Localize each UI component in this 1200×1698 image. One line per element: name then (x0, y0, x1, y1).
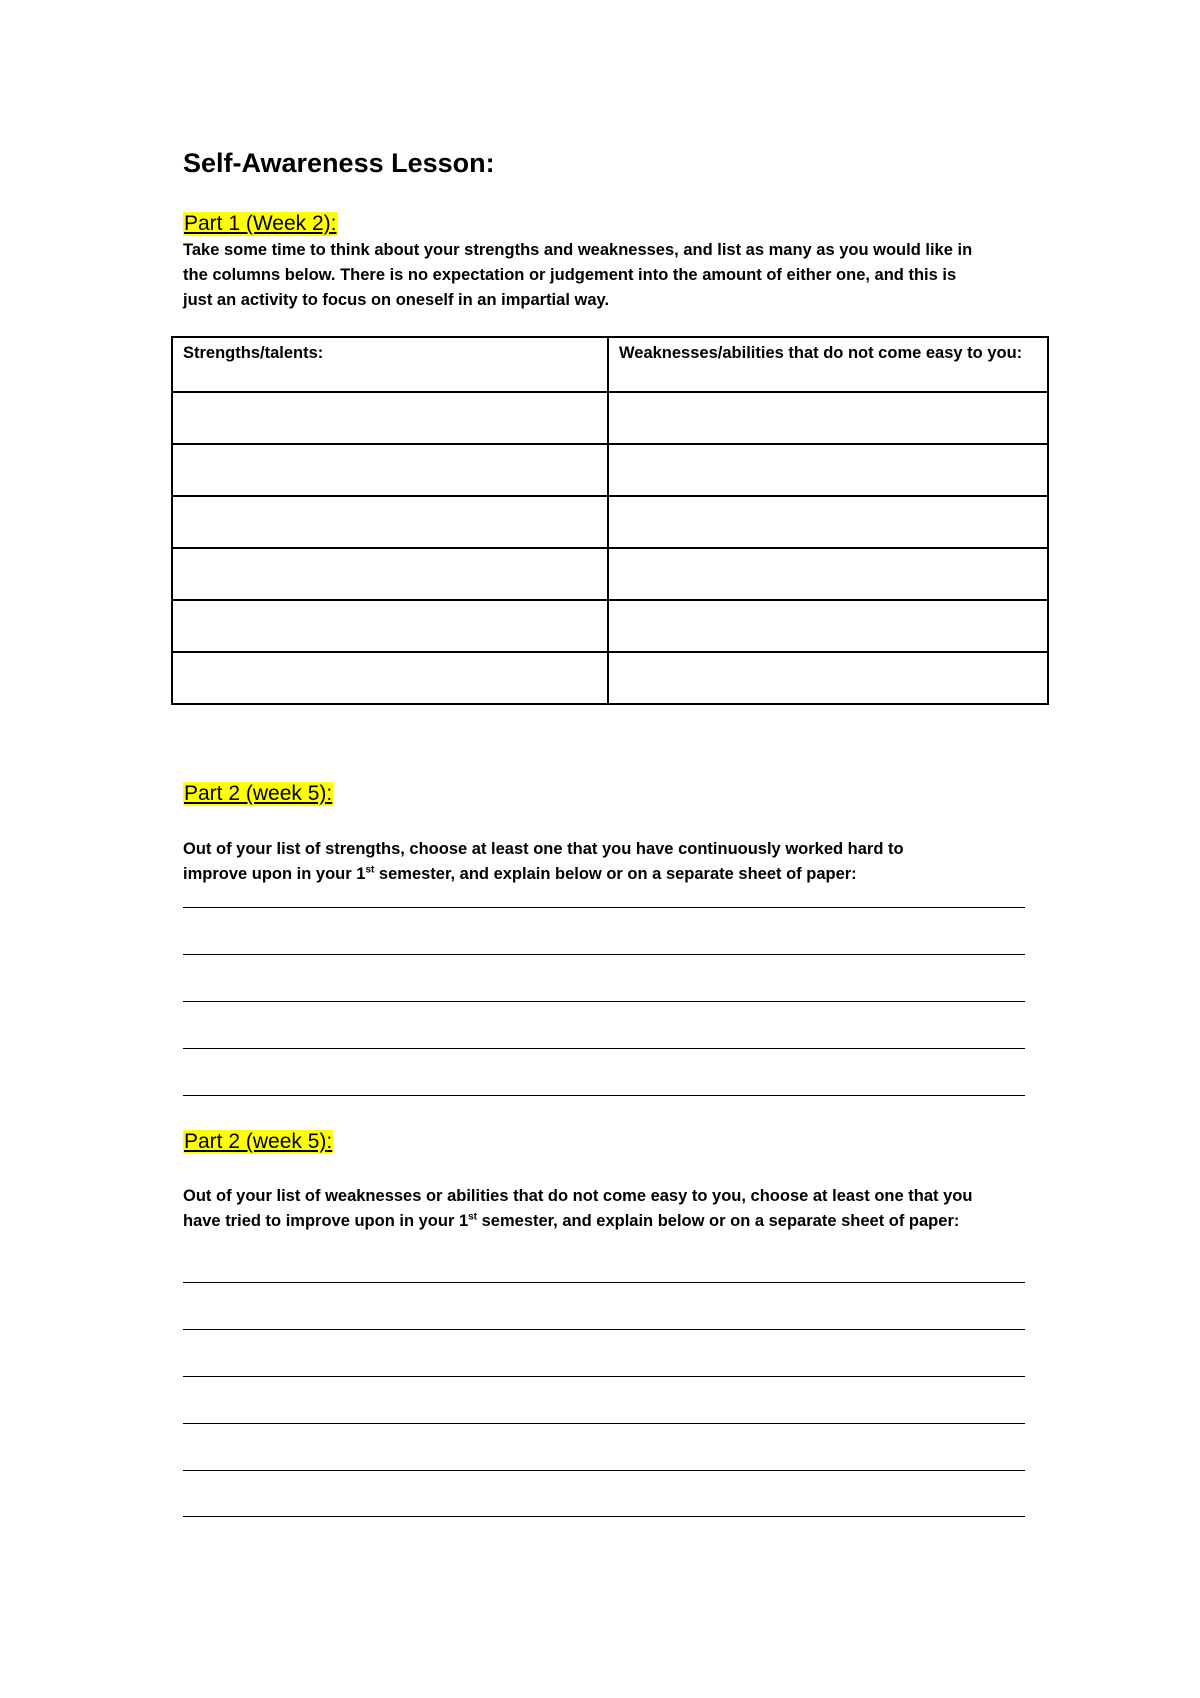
part1-instruction-line: Take some time to think about your strengths and weaknesses, and list as many as you would like in (183, 241, 973, 259)
prompt-line: improve upon in your 1st semester, and explain below or on a separate sheet of paper: (183, 864, 857, 883)
answer-line[interactable] (183, 1282, 1025, 1283)
prompt-line: Out of your list of strengths, choose at least one that you have continuously worked hard to (183, 840, 904, 858)
part2-strengths-heading: Part 2 (week 5): (184, 782, 333, 805)
table-row (172, 600, 1048, 652)
part1-heading: Part 1 (Week 2): (184, 212, 337, 235)
answer-line[interactable] (183, 1423, 1025, 1424)
strength-cell[interactable] (172, 444, 608, 496)
part2-weaknesses-heading: Part 2 (week 5): (184, 1130, 333, 1153)
table-row (172, 652, 1048, 704)
strength-cell[interactable] (172, 600, 608, 652)
strength-cell[interactable] (172, 548, 608, 600)
answer-line[interactable] (183, 1376, 1025, 1377)
part2-strengths-prompt (183, 837, 1023, 887)
answer-line[interactable] (183, 1001, 1025, 1002)
answer-line[interactable] (183, 907, 1025, 908)
strength-cell[interactable] (172, 652, 608, 704)
strength-cell[interactable] (172, 392, 608, 444)
part1-instructions (183, 238, 1023, 313)
prompt-line: have tried to improve upon in your 1st semester, and explain below or on a separate sheet of paper: (183, 1211, 960, 1230)
page-title: Self-Awareness Lesson: (183, 148, 495, 178)
part2-weaknesses-prompt (183, 1184, 1023, 1234)
answer-line[interactable] (183, 1329, 1025, 1330)
weakness-cell[interactable] (608, 600, 1048, 652)
strength-cell[interactable] (172, 496, 608, 548)
answer-line[interactable] (183, 1516, 1025, 1517)
weaknesses-column-header: Weaknesses/abilities that do not come easy to you: (608, 337, 1048, 392)
table-header-row (172, 337, 1048, 392)
weakness-cell[interactable] (608, 392, 1048, 444)
table-row (172, 444, 1048, 496)
strengths-weaknesses-table (171, 336, 1049, 705)
weakness-cell[interactable] (608, 652, 1048, 704)
answer-line[interactable] (183, 954, 1025, 955)
answer-line[interactable] (183, 1095, 1025, 1096)
weakness-cell[interactable] (608, 496, 1048, 548)
strengths-column-header: Strengths/talents: (172, 337, 608, 392)
weakness-cell[interactable] (608, 548, 1048, 600)
table-row (172, 392, 1048, 444)
answer-line[interactable] (183, 1470, 1025, 1471)
part1-instruction-line: just an activity to focus on oneself in an impartial way. (183, 291, 610, 309)
weakness-cell[interactable] (608, 444, 1048, 496)
table-row (172, 548, 1048, 600)
answer-line[interactable] (183, 1048, 1025, 1049)
table-row (172, 496, 1048, 548)
prompt-line: Out of your list of weaknesses or abilities that do not come easy to you, choose at least one that you (183, 1187, 973, 1205)
part1-instruction-line: the columns below. There is no expectation or judgement into the amount of either one, and this is (183, 266, 957, 284)
